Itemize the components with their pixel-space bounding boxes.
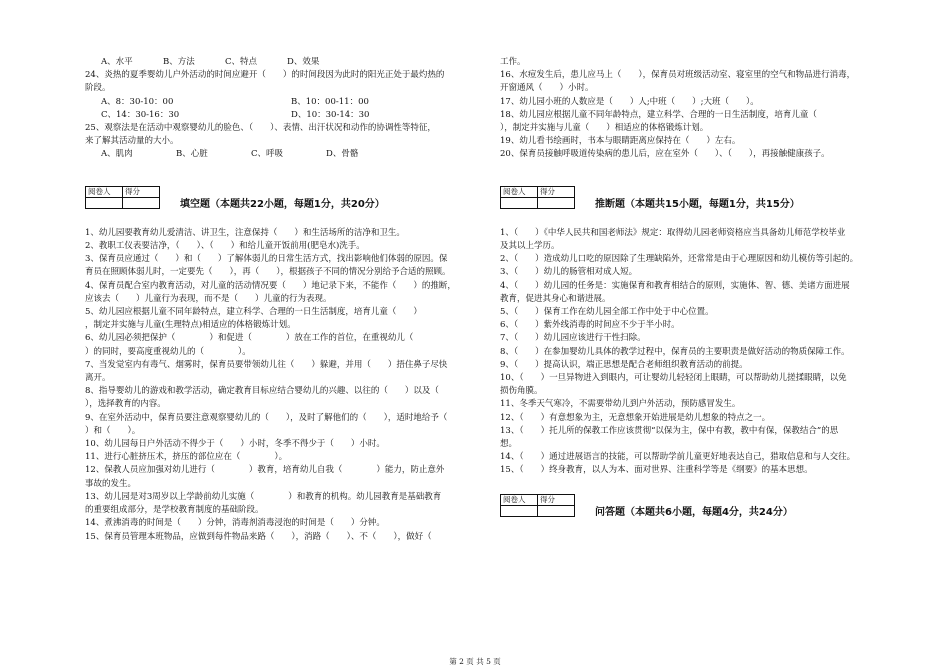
grader-label: 阅卷人 xyxy=(501,494,538,505)
question-line: 事故的发生。 xyxy=(85,478,137,489)
fill-questions-cont xyxy=(500,56,900,162)
question-line: 7、当发觉室内有毒气、烟雾时，保育员要带领幼儿往（ ）躲避，并用（ ）捂住鼻子尽快 xyxy=(85,359,448,370)
question-line: 20、保育员接触呼吸道传染病的患儿后，应在室外（ ）、（ ），再接触健康孩子。 xyxy=(500,149,830,160)
q24-options-row1 xyxy=(85,96,485,109)
option-b: B、10：00-11：00 xyxy=(291,96,369,107)
question-line: 12、（ ）有意想象为主，无意想象开始进展是幼儿想象的特点之一。 xyxy=(500,412,771,423)
question-line: 6、幼儿园必须把保护（ ）和促进（ ）放在工作的首位，在重视幼儿（ xyxy=(85,333,431,344)
question-line: 1、幼儿园要教育幼儿爱清洁、讲卫生，注意保持（ ）和生活场所的洁净和卫生。 xyxy=(85,227,405,238)
question-line: 11、进行心脏挤压术，挤压的部位应在（ ）。 xyxy=(85,452,288,463)
section-title: 填空题（本题共22小题，每题1分，共20分） xyxy=(180,198,385,210)
option-c: C、特点 xyxy=(225,57,258,67)
section-title: 问答题（本题共6小题，每题4分，共24分） xyxy=(595,506,793,518)
option-c: C、14：30-16：30 xyxy=(101,109,180,120)
question-line: 13、（ ）托儿所的保教工作应该贯彻“以保为主，保中有教，教中有保，保教结合”的思 xyxy=(500,425,839,436)
option-a: A、水平 xyxy=(101,57,133,67)
question-line: ）和（ ）。 xyxy=(85,425,141,436)
question-25-cont: 来了解其活动量的大小。 xyxy=(85,136,179,147)
question-line: 9、（ ）提高认识，端正思想是配合老师组织教育活动的前提。 xyxy=(500,359,748,370)
option-d: D、骨骼 xyxy=(326,149,359,160)
question-line: 开窗通风（ ）小时。 xyxy=(500,83,594,94)
question-line: 2、教职工仪表要洁净，（ ）、（ ）和给儿童开饭前用(肥皂水)洗手。 xyxy=(85,241,365,252)
score-label: 得分 xyxy=(538,494,575,505)
fill-questions xyxy=(85,227,485,544)
question-line: 8、（ ）在参加婴幼儿具体的教学过程中，保育员的主要职责是做好活动的物质保障工作。 xyxy=(500,346,850,357)
question-line: 应该去（ ）儿童行为表现，而不是（ ）儿童的行为表现。 xyxy=(85,293,332,304)
option-b: B、方法 xyxy=(163,57,195,67)
judge-section-header xyxy=(500,184,900,211)
question-line: ，制定并实施与儿童(生理特点)相适应的体格锻炼计划。 xyxy=(85,320,296,331)
question-line: 的重要组成部分，是学校教育制度的基础阶段。 xyxy=(85,505,264,516)
option-b: B、心脏 xyxy=(176,149,208,160)
option-a: A、8：30-10：00 xyxy=(101,96,174,107)
question-line: 4、（ ）幼儿园的任务是：实施保育和教育相结合的原则，实施体、智、德、美诸方面进展 xyxy=(500,280,850,291)
q23-options xyxy=(85,56,485,69)
grader-cell xyxy=(501,505,538,516)
question-line: 4、保育员配合室内教育活动，对儿童的活动情况要（ ）地记录下来，不能作（ ）的推断， xyxy=(85,280,456,291)
question-line: 6、（ ）紫外线消毒的时间应不少于半小时。 xyxy=(500,320,680,331)
question-line: 损伤角膜。 xyxy=(500,386,543,397)
question-line: 19、幼儿看书绘画时，书本与眼睛距离应保持在（ ）左右。 xyxy=(500,136,741,147)
page-footer: 第 2 页 共 5 页 xyxy=(449,657,501,666)
question-line: 14、煮沸消毒的时间是（ ）分钟，消毒剂消毒浸泡的时间是（ ）分钟。 xyxy=(85,518,385,529)
option-d: D、10：30-14：30 xyxy=(291,109,370,120)
question-line: 12、保教人员应加强对幼儿进行（ ）教育，培育幼儿自我（ ）能力，防止意外 xyxy=(85,465,445,476)
q24-options-row2 xyxy=(85,109,485,122)
question-line: 5、幼儿园应根据儿童不同年龄特点，建立科学、合理的一日生活制度，培育儿童（ ） xyxy=(85,307,422,318)
question-line: 10、（ ）一旦异物进入到眼内，可让婴幼儿轻轻闭上眼睛，可以帮助幼儿搓揉眼睛，以免 xyxy=(500,373,847,384)
question-line: 13、幼儿园是对3周岁以上学龄前幼儿实施（ ）和教育的机构。幼儿园教育是基础教育 xyxy=(85,491,442,502)
question-line: 3、（ ）幼儿的肠管相对成人短。 xyxy=(500,267,638,278)
question-line: 18、幼儿园应根据儿童不同年龄特点，建立科学、合理的一日生活制度，培育儿童（ xyxy=(500,109,834,120)
qa-section-header xyxy=(500,492,900,519)
grader-label: 阅卷人 xyxy=(86,186,123,197)
option-c: C、呼吸 xyxy=(251,149,284,160)
score-cell xyxy=(538,197,575,208)
left-column xyxy=(85,56,485,544)
grader-table xyxy=(85,186,160,209)
question-line: 7、（ ）幼儿园应该进行干性扫除。 xyxy=(500,333,646,344)
fill-section-header xyxy=(85,184,485,211)
question-line: 17、幼儿园小班的人数应是（ ）人;中班（ ）;大班（ ）。 xyxy=(500,96,759,107)
grader-table xyxy=(500,494,575,517)
judge-questions xyxy=(500,227,900,478)
question-line: 9、在室外活动中，保育员要注意观察婴幼儿的（ ），及时了解他们的（ ），适时地给予（ xyxy=(85,412,448,423)
question-line: 14、（ ）通过进展语言的技能，可以帮助学前儿童更好地表达自己，猎取信息和与人交往。 xyxy=(500,452,856,463)
q25-options xyxy=(85,148,485,161)
question-line: 2、（ ）造成幼儿口吃的原因除了生理缺陷外，还常常是由于心理原因和幼儿模仿等引起的。 xyxy=(500,254,859,265)
question-line: 想。 xyxy=(500,439,518,450)
score-label: 得分 xyxy=(538,186,575,197)
grader-table xyxy=(500,186,575,209)
option-a: A、肌肉 xyxy=(101,149,133,160)
score-label: 得分 xyxy=(123,186,160,197)
grader-cell xyxy=(86,197,123,208)
question-line: 教育，促进其身心和谐进展。 xyxy=(500,293,611,304)
question-25: 25、观察法是在活动中观察婴幼儿的脸色、（ ）、表情、出汗状况和动作的协调性等特征， xyxy=(85,123,436,134)
question-line: 15、保育员管理本班物品，应做到每件物品来路（ ），消路（ ）、不（ ），做好（ xyxy=(85,531,449,542)
grader-label: 阅卷人 xyxy=(501,186,538,197)
question-line: 及其以上学历。 xyxy=(500,241,560,252)
question-line: 离开。 xyxy=(85,373,111,384)
question-line: 工作。 xyxy=(500,57,526,67)
score-cell xyxy=(123,197,160,208)
question-line: 10、幼儿园每日户外活动不得少于（ ）小时，冬季不得少于（ ）小时。 xyxy=(85,439,385,450)
option-d: D、效果 xyxy=(287,57,320,67)
question-line: 育员在照顾体弱儿时，一定要先（ ），再（ ），根据孩子不同的情况分别给予合适的照顾。 xyxy=(85,267,451,278)
question-24: 24、炎热的夏季婴幼儿户外活动的时间应避开（ ）的时间段因为此时的阳光正处于最灼热的 xyxy=(85,70,445,81)
question-line: 8、指导婴幼儿的游戏和教学活动，确定教育目标应结合婴幼儿的兴趣、以往的（ ）以及（ xyxy=(85,386,439,397)
question-line: 3、保育员应通过（ ）和（ ）了解体弱儿的日常生活方式，找出影响他们体弱的原因。保 xyxy=(85,254,448,265)
question-line: 5、（ ）保育工作在幼儿园全部工作中处于中心位置。 xyxy=(500,307,714,318)
section-title: 推断题（本题共15小题，每题1分，共15分） xyxy=(595,198,800,210)
question-line: 11、冬季天气寒冷，不需要带幼儿到户外活动，预防感冒发生。 xyxy=(500,399,741,410)
question-line: ），选择教育的内容。 xyxy=(85,399,166,410)
question-line: 15、（ ）终身教育，以人为本、面对世界、注重科学等是《纲要》的基本思想。 xyxy=(500,465,813,476)
grader-cell xyxy=(501,197,538,208)
question-line: 16、水痘发生后，患儿应马上（ ），保育员对班级活动室、寝室里的空气和物品进行消毒， xyxy=(500,70,856,81)
score-cell xyxy=(538,505,575,516)
question-24-cont: 阶段。 xyxy=(85,83,111,94)
right-column xyxy=(500,56,900,535)
question-line: 1、（ ）《中华人民共和国老师法》规定：取得幼儿园老师资格应当具备幼儿师范学校毕业 xyxy=(500,227,846,238)
question-line: ），制定并实施与儿童（ ）相适应的体格锻炼计划。 xyxy=(500,123,709,134)
question-line: ）的同时，要高度重视幼儿的（ ）。 xyxy=(85,346,251,357)
